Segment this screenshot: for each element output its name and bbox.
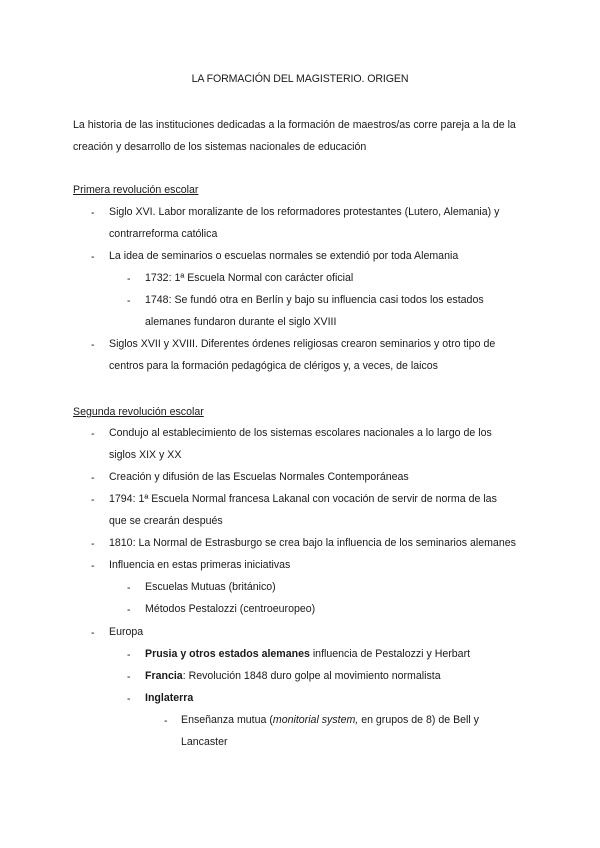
section-heading-segunda: Segunda revolución escolar [73,406,204,418]
sub-sub-list-item: Enseñanza mutua (monitorial system, en grupos de 8) de Bell y Lancaster [181,714,479,748]
document-title: LA FORMACIÓN DEL MAGISTERIO. ORIGEN [191,73,409,85]
bullet-dash: - [127,649,131,661]
list-item: Siglos XVII y XVIII. Diferentes órdenes religiosas crearon seminarios y otro tipo de centros para la formación pedagógica de clérigos y, a veces, de laicos [109,338,496,372]
list-item: Siglo XVI. Labor moralizante de los reformadores protestantes (Lutero, Alemania) y contrarreforma católica [109,206,500,240]
list-item: Creación y difusión de las Escuelas Normales Contemporáneas [109,471,409,483]
bullet-dash: - [91,494,95,506]
list-item: La idea de seminarios o escuelas normales se extendió por toda Alemania [109,250,459,262]
intro-paragraph: La historia de las instituciones dedicadas a la formación de maestros/as corre pareja a la de la creación y desarrollo de los sistemas nacionales de educación [73,119,516,153]
bullet-dash: - [91,627,95,639]
bullet-dash: - [91,207,95,219]
sub-list-item: Métodos Pestalozzi (centroeuropeo) [145,603,316,615]
bullet-dash: - [127,671,131,683]
bullet-dash: - [127,604,131,616]
sub-list-item: 1732: 1ª Escuela Normal con carácter oficial [145,272,354,284]
bullet-dash: - [91,538,95,550]
bullet-dash: - [127,273,131,285]
bullet-dash: - [127,693,131,705]
bullet-dash: - [164,715,168,727]
bullet-dash: - [91,251,95,263]
section-heading-primera: Primera revolución escolar [73,184,199,196]
bullet-dash: - [91,560,95,572]
sub-list-item: 1748: Se fundó otra en Berlín y bajo su influencia casi todos los estados alemanes fundaron durante el siglo XVIII [145,294,484,328]
bullet-dash: - [91,339,95,351]
bullet-dash: - [127,582,131,594]
list-item: Europa [109,626,144,638]
bullet-dash: - [91,428,95,440]
sub-list-item-francia: Francia: Revolución 1848 duro golpe al movimiento normalista [145,670,441,682]
list-item: 1794: 1ª Escuela Normal francesa Lakanal con vocación de servir de norma de las que se crearán después [109,493,497,527]
sub-list-item: Escuelas Mutuas (británico) [145,581,276,593]
list-item: Condujo al establecimiento de los sistemas escolares nacionales a lo largo de los siglos XIX y XX [109,427,492,461]
list-item: Influencia en estas primeras iniciativas [109,559,291,571]
bullet-dash: - [91,472,95,484]
list-item: 1810: La Normal de Estrasburgo se crea bajo la influencia de los seminarios alemanes [109,537,516,549]
bullet-dash: - [127,295,131,307]
sub-list-item-inglaterra: Inglaterra [145,692,194,704]
sub-list-item-prusia: Prusia y otros estados alemanes influencia de Pestalozzi y Herbart [145,648,471,660]
